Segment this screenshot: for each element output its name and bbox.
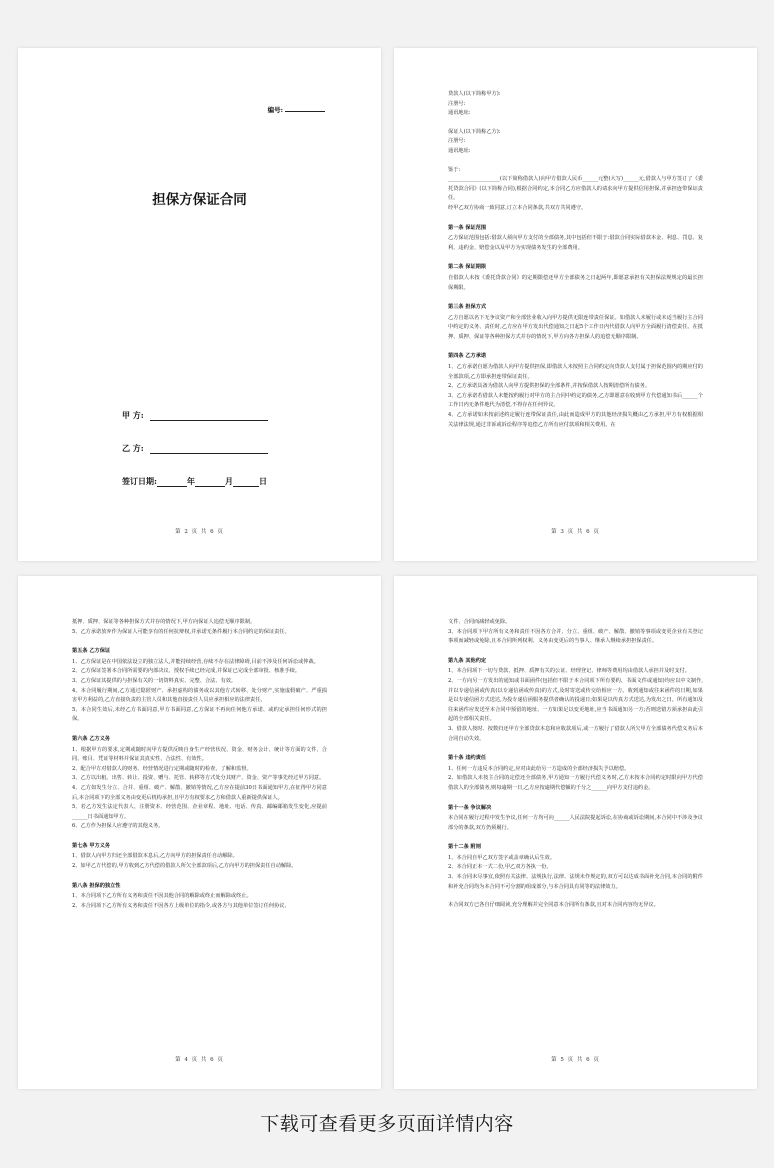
paragraph: 经甲乙双方协商一致同意,订立本合同条款,共双方共同遵守。 (448, 204, 587, 211)
page-number: 第 2 页 共 6 页 (175, 529, 224, 535)
paragraph: 通讯地址: (448, 110, 471, 117)
paragraph: ____________________(以下简称借款人)向甲方借款人民币______元整(大写)______元,借款人与甲方签订了《委托贷款合同》(以下简称合同),根据合同约定,本合同乙方应借款人的请求向甲方提供信用担保,并承担连带保证责任。 (448, 176, 703, 202)
article-heading: 第十条 违约责任 (448, 755, 487, 762)
download-more-caption[interactable]: 下载可查看更多页面详情内容 (260, 1113, 514, 1135)
article-heading: 第五条 乙方保证 (72, 648, 111, 655)
paragraph: 自借款人未按《委托贷款合同》的定期限偿还甲方全部债务之日起两年,即愿意承担有关担保法规规定的最长担保期限。 (448, 274, 703, 291)
page-body (448, 90, 703, 430)
paragraph: 4、本合同履行期间,乙方通过隐匿财产、承担虚构的债务或以其他方式转移、处分财产,实施虚假破产、严重损害甲方利益的,乙方直接负责的主管人员和其他直接责任人员应承担相应的法律责任。 (72, 687, 327, 704)
article-heading: 第四条 乙方承诺 (448, 353, 487, 360)
paragraph: 本合同在履行过程中发生争议,任何一方均可向______人民法院提起诉讼,在协商或诉讼期间,本合同中不涉及争议部分的条款,双方仍须履行。 (448, 815, 703, 831)
paragraph: 2、本合同正本一式二份,甲乙双方各执一份。 (448, 864, 552, 871)
page-body (448, 618, 703, 911)
article-heading: 第八条 担保的独立性 (72, 882, 121, 889)
paragraph: 6、乙方作为担保人应遵守的其他义务。 (72, 823, 164, 830)
paragraph: 5、若乙方发生法定代表人、注册资本、经营范围、企业章程、地址、电话、传真、邮编邮箱发生变化,应提前______日书面通知甲方。 (72, 804, 327, 820)
contract-page-5 (394, 576, 757, 1089)
article-heading: 第一条 保证范围 (448, 224, 487, 231)
paragraph: 1、本合同项下乙方所有义务和责任不因其他合同的解除或终止而解除或终止。 (72, 893, 252, 900)
spacer (448, 892, 703, 901)
paragraph: 文件、合同而减轻或免除。 (448, 619, 511, 625)
paragraph: 2、如借款人未按主合同的定偿还全部债务,甲方通知一方履行代偿义务时,乙方未按本合同约定时限向甲方代偿借款人的全部债务,则每逾期一日,乙方应按逾期代偿额的千分之______向甲方支付违约金。 (448, 775, 703, 791)
paragraph: 保证人(以下简称乙方): (448, 128, 501, 135)
contract-number-field: 编号: (268, 105, 325, 114)
article-heading: 第七条 甲方义务 (72, 842, 111, 849)
paragraph: 4、乙方如发生分立、合并、重组、破产、解散、撤销等情况,乙方应在提前30日书面通知甲方,在征得甲方同意后,本合同项下的全部义务由变更后机构承担,且甲方有权要求乙方和借款人重新提供保证人。 (72, 784, 327, 801)
article-heading: 第六条 乙方义务 (72, 735, 111, 742)
paragraph: 3、本合同未尽事宜,依照有关法律、法规执行,法律、法规未作规定的,双方可以达成书面补充合同,本合同的附件和补充合同均为本合同不可分割的组成部分,与本合同具有同等的法律效力。 (448, 874, 703, 890)
contract-title: 担保方保证合同 (152, 192, 247, 208)
spacer (448, 157, 703, 166)
paragraph: 贷款人(以下简称甲方): (448, 91, 501, 97)
paragraph: 抵押、质押、保证等各种担保方式并存的情况下,甲方向保证人追偿无顺序限制。 (72, 619, 256, 625)
contract-page-3 (394, 48, 757, 561)
paragraph: 3、乙方承诺若借款人未能按约履行对甲方的主合同中约定的债务,乙方即愿意在收到甲方代偿通知书后______个工作日内无条件地代为清偿,不得存在任何异议。 (448, 392, 703, 409)
paragraph: 2、本合同项下乙方所有义务和责任不因各方上级单位的指令,或各方与其他单位签订任何协议、 (72, 902, 290, 909)
paragraph: 1、乙方保证是在中国依法设立的独立法人,并能持续经营,存续不存在法律障碍,目前不涉及任何诉讼或仲裁。 (72, 658, 319, 665)
paragraph: 2、配合甲方对借款人的财务、经营情况进行定期或随时的检查、了解和监督。 (72, 765, 252, 772)
page-number: 第 4 页 共 6 页 (175, 1057, 224, 1063)
paragraph: 3、本合同项下甲方所有义务和责任不因各方合并、分立、重组、破产、解散、撤销等事项或变更企业有关登记事项而减轻或免除,且本合同所列权利、义务由变更后的当事人、继承人继续承担担保责任。 (448, 628, 703, 645)
paragraph: 乙方保证范围包括:借款人须向甲方支付的全部债务,其中包括但不限于:借款合同实际借款本金、利息、罚息、复利、违约金、赔偿金以及甲方为实现债务发生的全部费用。 (448, 235, 703, 251)
paragraph: 注册号: (448, 100, 466, 107)
article-heading: 第十二条 附则 (448, 844, 481, 851)
paragraph: 1、借款人向甲方归还全部借款本息后,乙方向甲方的担保责任自动解除。 (72, 853, 238, 860)
paragraph: 乙方自愿以名下无争议资产和全部营业收入向甲方提供无限连带责任保证。如借款人未履行或未适当履行主合同中约定的义务、责任时,乙方应在甲方发出代偿通知之日起5个工作日内代借款人向甲方全面履行清偿责任。在抵押、质押、保证等各种担保方式并存的情况下,甲方向各方担保人的追偿无顺序限制。 (448, 314, 703, 340)
party-a-line: 甲 方: (122, 410, 268, 421)
paragraph: 1、乙方承诺自愿为借款人向甲方提供担保,即借款人未按照主合同约定向贷款人支付属于担保范围内的期应付的全部款项,乙方即承担连带保证责任。 (448, 364, 703, 380)
paragraph: 3、乙方保证其提供的与担保有关的一切资料真实、完整、合法、有效。 (72, 677, 237, 684)
sign-date-line: 签订日期: 年 月 日 (122, 476, 267, 486)
article-heading: 第九条 其他约定 (448, 657, 487, 664)
article-heading: 第十一条 争议解决 (448, 804, 492, 811)
page-body (72, 618, 327, 911)
paragraph: 5、本合同生效后,未经乙方书面同意,甲方书面同意,乙方保证不再向任何他方承诺、或约定承担任何形式的担保。 (72, 706, 327, 723)
paragraph: 1、本合同项下一切与贷款、抵押、质押有关的公证、经理登记、律师等费用均由借款人承担并及时支付。 (448, 668, 690, 675)
paragraph: 1、任何一方违反本合同约定,应对由此给另一方造成的全部经济损失予以赔偿。 (448, 765, 630, 772)
article-heading: 第三条 担保方式 (448, 304, 487, 311)
paragraph: 5、乙方承诺放弃作为保证人可能享有的任何抗辩权,并承诺无条件履行本合同约定的保证责任。 (72, 628, 290, 635)
paragraph: 3、乙方以出租、出售、转让、投资、赠与、托管、转移等方式处分其财产、资金、资产等事先经过甲方同意。 (72, 775, 325, 782)
page-number: 第 5 页 共 6 页 (551, 1057, 600, 1063)
party-b-line: 乙 方: (122, 443, 268, 454)
contract-page-4 (18, 576, 381, 1089)
paragraph: 4、乙方承诺如未按前述约定履行连带保证责任,由此而造成甲方的其他经济损失概由乙方承担,甲方有权根据相关法律法规,通过非诉或诉讼程序等追偿乙方所有应付款项和相关费用。在 (448, 412, 703, 428)
spacer (448, 119, 703, 128)
page-number: 第 3 页 共 6 页 (551, 529, 600, 535)
paragraph: 1、根据甲方的要求,定期或随时向甲方提供反映自身生产经营状况、资金、财务会计、统计等方面的文件、合同、账目、凭证等材料并保证其真实性、合法性、有效性。 (72, 746, 327, 763)
paragraph: 1、本合同自甲乙双方签字或盖章确认后生效。 (448, 854, 556, 861)
paragraph: 2、如甲乙方代偿的,甲方收到乙方代偿的借款人所欠全部款项后,乙方向甲方的担保责任自动解除。 (72, 863, 297, 870)
paragraph: 2、乙方承诺具备为借款人向甲方提供担保的全部条件,并按保借款人按期清偿所有债务。 (448, 383, 651, 390)
paragraph: 注册号: (448, 138, 466, 145)
contract-page-2 (18, 48, 381, 561)
article-heading: 第二条 保证期限 (448, 264, 487, 271)
paragraph: 2、乙方保证签署本合同所需要的内部决议、授权手续已经完成,并保证已完成全部审批、核准手续。 (72, 668, 301, 675)
paragraph: 2、一方向另一方发出的通知或书面函件(包括但不限于本合同项下所有要约、书面文件或通知)均应以中文制作,并以专递信函或传真(以专递信函或传真)的方式,及时寄送或传交给相应一方。收到通知或往来函件的日期,如果是以专递信函方式送达,为投专递信函服务提供者确认的投递日;如果是以传真方式送达,为发出之日。所有通知及往来函件应发送至本合同中预留的地址、一方如果足以变更地址,应当书面通知另一方;否则送错方须承担由此引起的全部相关责任。 (448, 677, 703, 723)
paragraph: 鉴于: (448, 166, 461, 173)
paragraph: 本合同双方已各自仔细阅读,充分理解并完全同意本合同所有条款,且对本合同内容均无异议。 (448, 902, 659, 909)
paragraph: 通讯地址: (448, 147, 471, 154)
paragraph: 3、借款人按时、按数归还甲方全部贷款本息和应收款项后,或一方履行了借款人所欠甲方全部债务代偿义务后本合同自动失效。 (448, 725, 703, 742)
